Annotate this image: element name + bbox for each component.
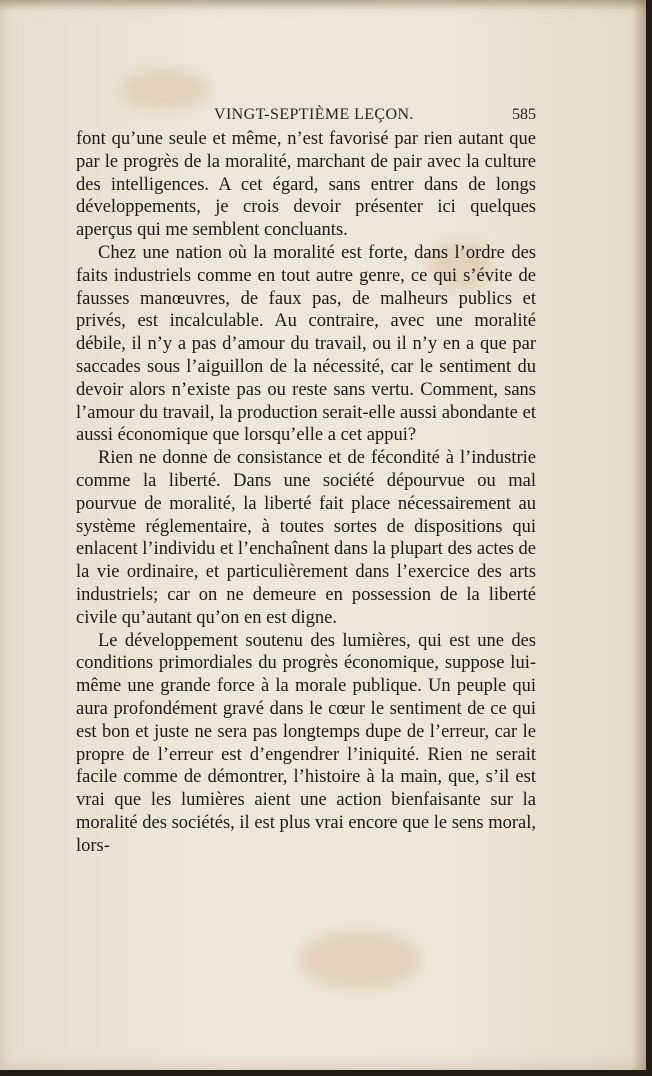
foxing-stain: [300, 930, 420, 990]
paragraph: Rien ne donne de consistance et de fécondité à l’industrie comme la liberté. Dans une société dépourvue ou mal pourvue de moralité, la liberté fait place nécessairement au système réglementaire, à toutes sortes de dispositions qui enlacent l’individu et l’enchaînent dans la plupart des actes de la vie ordinaire, et particulièrement dans l’exercice des arts industriels; car on ne demeure en possession de la liberté civile qu’autant qu’on en est digne.: [76, 448, 536, 628]
body-text: [76, 128, 536, 858]
foxing-stain: [120, 70, 210, 110]
paragraph-continued: font qu’une seule et même, n’est favorisé par rien autant que par le progrès de la moralité, marchant de pair avec la culture des intelligences. A cet égard, sans entrer dans de longs développements, je crois devoir présenter ici quelques aperçus qui me semblent concluants.: [76, 129, 536, 241]
page-header: [76, 106, 536, 126]
paragraph: Chez une nation où la moralité est forte, dans l’ordre des faits industriels comme en tout autre genre, ce qui s’évite de fausses manœuvres, de faux pas, de malheurs publics et privés, est incalculable. Au contraire, avec une moralité débile, il n’y a pas d’amour du travail, ou il n’y en a que par saccades sous l’aiguillon de la nécessité, car le sentiment du devoir alors n’existe pas ou reste sans vertu. Comment, sans l’amour du travail, la production serait-elle aussi abondante et aussi économique que lorsqu’elle a cet appui?: [76, 242, 536, 446]
page-number: 585: [512, 106, 536, 123]
paragraph: Le développement soutenu des lumières, qui est une des conditions primordiales du progrès économique, suppose lui-même une grande force à la morale publique. Un peuple qui aura profondément gravé dans le cœur le sentiment de ce qui est bon et juste ne sera pas longtemps dupe de l’erreur, car le propre de l’erreur est d’engendrer l’iniquité. Rien ne serait facile comme de démontrer, l’histoire à la main, que, s’il est vrai que les lumières aient une action bienfaisante sur la moralité des sociétés, il est plus vrai encore que le sens moral, lors-: [76, 630, 536, 856]
running-head: VINGT-SEPTIÈME LEÇON.: [214, 106, 414, 123]
